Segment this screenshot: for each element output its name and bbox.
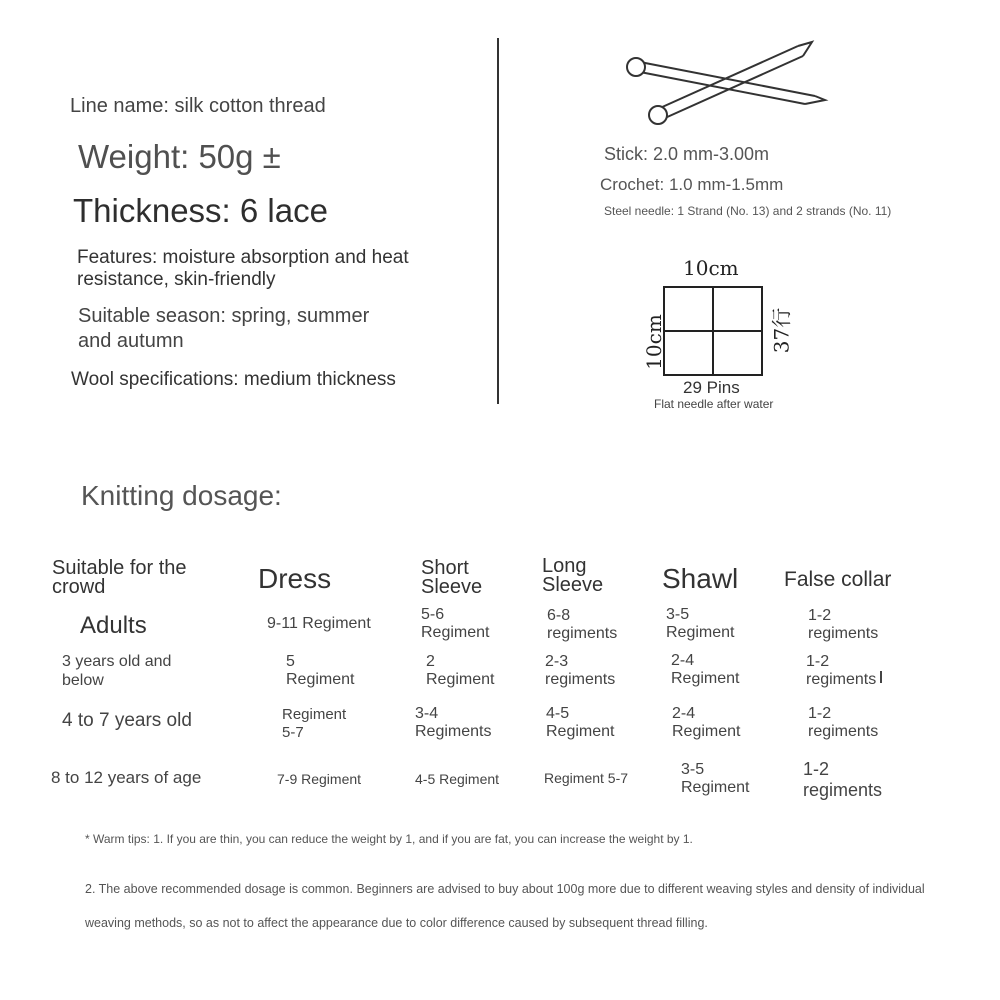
season-text: Suitable season: spring, summer and autumn [78,305,370,352]
header-dress: Dress [258,563,332,594]
row-label-adults: Adults [80,612,147,639]
stray-mark [880,671,882,683]
table-cell: 3-5 Regiment [666,606,735,641]
table-cell: 2-3 regiments [545,653,616,688]
table-cell: 1-2 regiments [808,607,879,642]
stick-size-text: Stick: 2.0 mm-3.00m [604,144,770,164]
features-text: Features: moisture absorption and heat resistance, skin-friendly [77,247,409,290]
crochet-size-text: Crochet: 1.0 mm-1.5mm [600,175,784,194]
row-label-3-years: 3 years old and below [62,653,172,689]
line-name-text: Line name: silk cotton thread [70,95,326,117]
table-cell: 1-2 regiments [808,705,879,740]
thickness-text: Thickness: 6 lace [73,192,328,229]
vertical-divider [497,38,499,404]
table-cell: 6-8 regiments [547,607,618,642]
table-cell: 2-4 Regiment [671,652,740,687]
row-label-8-12-years: 8 to 12 years of age [51,768,202,787]
table-cell: 1-2 regiments [806,653,877,688]
header-crowd: Suitable for the crowd [52,557,187,598]
table-cell: 2 Regiment [426,653,495,688]
gauge-width-label: 10cm [683,256,739,280]
table-cell: 7-9 Regiment [277,771,362,787]
table-cell: 3-4 Regiments [415,705,492,740]
gauge-horizontal-line [665,330,761,332]
table-cell: 5 Regiment [286,653,355,688]
gauge-square-diagram [663,286,763,376]
steel-needle-text: Steel needle: 1 Strand (No. 13) and 2 strands (No. 11) [604,204,892,218]
table-cell: 2-4 Regiment [672,705,741,740]
table-cell: Regiment 5-7 [544,770,629,786]
table-cell: 9-11 Regiment [267,615,371,632]
gauge-rows-label: 37行 [769,307,794,354]
warm-tip-1: * Warm tips: 1. If you are thin, you can reduce the weight by 1, and if you are fat, you can increase the weight by 1. [85,832,693,846]
header-false-collar: False collar [784,568,892,591]
header-long-sleeve: Long Sleeve [542,555,604,596]
header-shawl: Shawl [662,563,739,594]
table-cell: 3-5 Regiment [681,761,750,796]
gauge-note-text: Flat needle after water [654,397,774,411]
table-cell: 5-6 Regiment [421,606,490,641]
wool-spec-text: Wool specifications: medium thickness [71,369,396,390]
warm-tip-2: 2. The above recommended dosage is common. Beginners are advised to buy about 100g more due to different weaving styles and density of individual weaving methods, so as not to affect the appearance due to color difference caused by subsequent thread filling. [85,882,925,930]
table-cell: 4-5 Regiment [415,771,500,787]
gauge-height-label: 10cm [642,314,666,370]
table-cell: 1-2 regiments [803,759,883,800]
table-cell: 4-5 Regiment [546,705,615,740]
row-label-4-7-years: 4 to 7 years old [62,710,192,731]
weight-text: Weight: 50g ± [78,138,281,175]
dosage-title: Knitting dosage: [81,480,282,511]
gauge-stitches-label: 29 Pins [683,378,740,397]
knitting-needles-icon [620,38,835,128]
table-cell: Regiment 5-7 [282,706,347,741]
header-short-sleeve: Short Sleeve [421,557,483,598]
